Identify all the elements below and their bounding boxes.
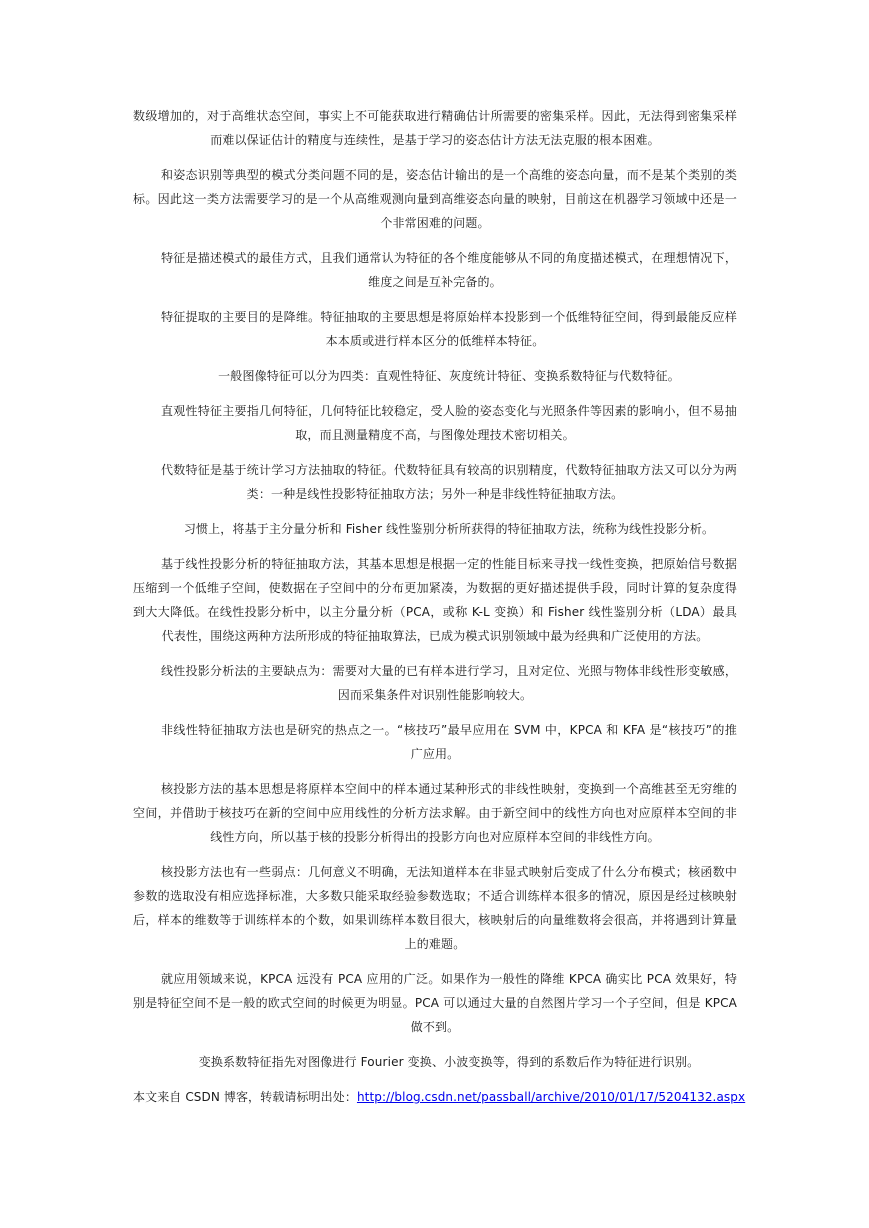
paragraph-intuitive-features: 直观性特征主要指几何特征，几何特征比较稳定，受人脸的姿态变化与光照条件等因素的影响小，但不易抽取，而且测量精度不高，与图像处理技术密切相关。 [161, 404, 737, 442]
paragraph-linear-projection-method: 基于线性投影分析的特征抽取方法，其基本思想是根据一定的性能目标来寻找一线性变换，把原始信号数据压缩到一个低维子空间，使数据在子空间中的分布更加紧凑，为数据的更好描述提供手段，同时计算的复杂度得到大大降低。在线性投影分析中，以主分量分析（PCA，或称 K-L 变换）和 Fisher 线性鉴别分析（LDA）最具代表性，围绕这两种方法所形成的特征抽取算法，已成为模式识别领域中最为经典和广泛使用的方法。 [133, 557, 737, 643]
source-link[interactable]: http://blog.csdn.net/passball/archive/2010/01/17/5204132.aspx [356, 1090, 746, 1104]
paragraph-feature-description: 特征是描述模式的最佳方式，且我们通常认为特征的各个维度能够从不同的角度描述模式，在理想情况下，维度之间是互补完备的。 [161, 251, 737, 289]
source-attribution [133, 1085, 746, 1109]
paragraph-nonlinear-extraction: 非线性特征抽取方法也是研究的热点之一。“核技巧”最早应用在 SVM 中，KPCA 和 KFA 是“核技巧”的推广应用。 [161, 723, 737, 761]
paragraph-linear-projection-drawbacks: 线性投影分析法的主要缺点为：需要对大量的已有样本进行学习，且对定位、光照与物体非线性形变敏感，因而采集条件对识别性能影响较大。 [161, 664, 737, 702]
source-prefix: 本文来自 CSDN 博客，转载请标明出处： [133, 1090, 357, 1104]
paragraph-feature-extraction-purpose: 特征提取的主要目的是降维。特征抽取的主要思想是将原始样本投影到一个低维特征空间，得到最能反应样本本质或进行样本区分的低维样本特征。 [161, 310, 737, 348]
paragraph-kernel-projection-idea: 核投影方法的基本思想是将原样本空间中的样本通过某种形式的非线性映射，变换到一个高维甚至无穷维的空间，并借助于核技巧在新的空间中应用线性的分析方法求解。由于新空间中的线性方向也对应原样本空间的非线性方向，所以基于核的投影分析得出的投影方向也对应原样本空间的非线性方向。 [133, 782, 737, 844]
paragraph-sampling-difficulty: 数级增加的，对于高维状态空间，事实上不可能获取进行精确估计所需要的密集采样。因此，无法得到密集采样而难以保证估计的精度与连续性，是基于学习的姿态估计方法无法克服的根本困难。 [133, 109, 737, 147]
paragraph-transform-coefficient-features: 变换系数特征指先对图像进行 Fourier 变换、小波变换等，得到的系数后作为特征进行识别。 [198, 1055, 700, 1069]
article-body [133, 104, 746, 1109]
paragraph-algebraic-features: 代数特征是基于统计学习方法抽取的特征。代数特征具有较高的识别精度，代数特征抽取方法又可以分为两类：一种是线性投影特征抽取方法；另外一种是非线性特征抽取方法。 [161, 463, 737, 501]
paragraph-kernel-projection-weaknesses: 核投影方法也有一些弱点：几何意义不明确，无法知道样本在非显式映射后变成了什么分布模式；核函数中参数的选取没有相应选择标准，大多数只能采取经验参数选取；不适合训练样本很多的情况，原因是经过核映射后，样本的维数等于训练样本的个数，如果训练样本数目很大，核映射后的向量维数将会很高，并将遇到计算量上的难题。 [133, 865, 737, 951]
paragraph-pose-estimation-vs-classification: 和姿态识别等典型的模式分类问题不同的是，姿态估计输出的是一个高维的姿态向量，而不是某个类别的类标。因此这一类方法需要学习的是一个从高维观测向量到高维姿态向量的映射，目前这在机器学习领域中还是一个非常困难的问题。 [133, 168, 737, 230]
paragraph-kpca-vs-pca: 就应用领域来说，KPCA 远没有 PCA 应用的广泛。如果作为一般性的降维 KPCA 确实比 PCA 效果好，特别是特征空间不是一般的欧式空间的时候更为明显。PCA 可以通过大量的自然图片学习一个子空间，但是 KPCA 做不到。 [133, 972, 737, 1034]
paragraph-feature-categories: 一般图像特征可以分为四类：直观性特征、灰度统计特征、变换系数特征与代数特征。 [218, 369, 680, 383]
paragraph-linear-projection-definition: 习惯上，将基于主分量分析和 Fisher 线性鉴别分析所获得的特征抽取方法，统称为线性投影分析。 [183, 522, 715, 536]
